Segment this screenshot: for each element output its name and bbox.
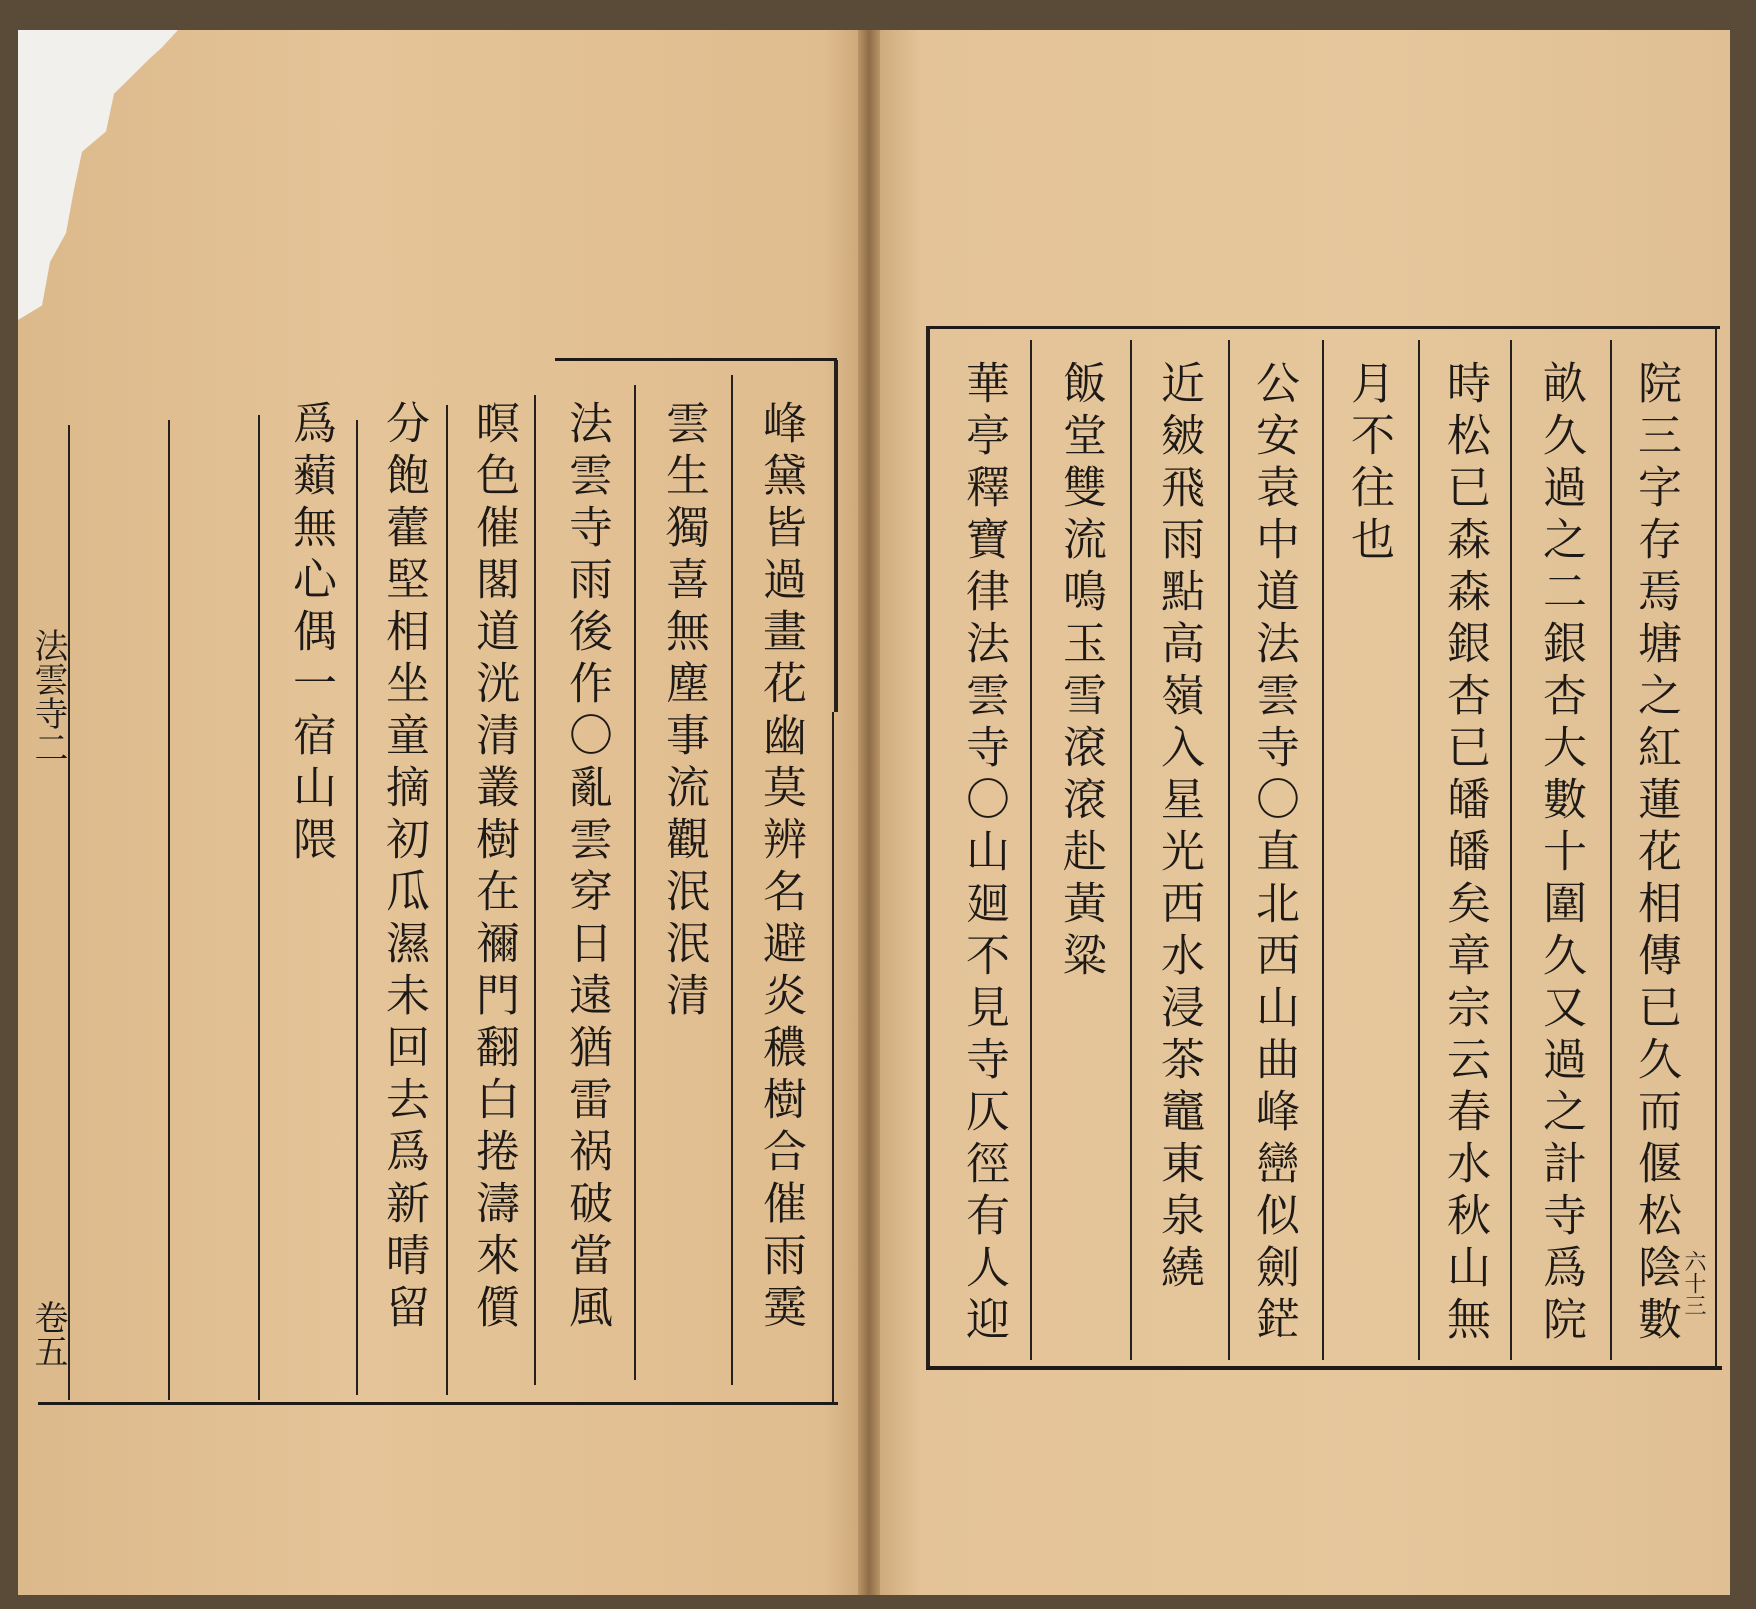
left-column-rule xyxy=(634,385,636,1380)
book-gutter xyxy=(858,30,880,1595)
right-frame-top-border xyxy=(926,326,1720,329)
text-column: 畝久過之二銀杏大數十圍久又過之計寺爲院 xyxy=(1535,360,1586,1348)
right-column-rule xyxy=(1322,340,1324,1360)
right-column-rule xyxy=(1228,340,1230,1360)
text-column: 公安袁中道法雲寺〇直北西山曲峰巒似劍鋩 xyxy=(1248,360,1299,1348)
text-column: 爲蘱無心偶一宿山隈 xyxy=(285,400,336,868)
left-frame-top-border xyxy=(555,358,837,361)
page-number: 六十三 xyxy=(1681,1250,1706,1316)
left-column-rule xyxy=(258,415,260,1400)
left-column-rule xyxy=(168,420,170,1400)
left-frame-right-border-lower xyxy=(832,712,834,1404)
right-column-rule xyxy=(1510,340,1512,1360)
text-column: 法雲寺雨後作〇亂雲穿日遠猶雷祸破當風 xyxy=(561,400,612,1336)
right-frame-bottom-border xyxy=(926,1366,1722,1370)
text-column: 月不往也 xyxy=(1343,360,1394,568)
text-column: 時松已森森銀杏已皤皤矣章宗云春水秋山無 xyxy=(1439,360,1490,1348)
text-column: 峰黛皆過畫花幽莫辨名避炎穠樹合催雨霙 xyxy=(755,400,806,1336)
left-column-rule xyxy=(534,395,536,1385)
right-frame-left-border xyxy=(926,326,930,1368)
right-column-rule xyxy=(1030,340,1032,1360)
right-column-rule xyxy=(1130,340,1132,1360)
left-frame-bottom-border xyxy=(38,1402,838,1405)
left-column-rule xyxy=(68,425,70,1400)
text-column: 院三字存焉塘之紅蓮花相傳已久而偃松陰數 xyxy=(1630,360,1681,1348)
right-column-rule xyxy=(1610,340,1612,1360)
left-column-rule xyxy=(731,375,733,1385)
text-column: 暝色催閣道洸清叢樹在禰門翻白捲濤來儨 xyxy=(468,400,519,1336)
left-page xyxy=(18,30,866,1595)
left-column-rule xyxy=(446,405,448,1395)
right-frame-right-border xyxy=(1715,326,1717,1368)
left-column-rule xyxy=(356,420,358,1395)
text-column: 華亭釋寶律法雲寺〇山廻不見寺仄徑有人迎 xyxy=(958,360,1009,1348)
text-column: 分飽藿堅相坐童摘初瓜濕未回去爲新晴留 xyxy=(378,400,429,1336)
text-column: 雲生獨喜無塵事流觀泯泯清 xyxy=(658,400,709,1024)
text-column: 近皴飛雨點高嶺入星光西水浸茶竈東泉繞 xyxy=(1153,360,1204,1296)
text-column: 飯堂雙流鳴玉雪滾滾赴黃粱 xyxy=(1055,360,1106,984)
margin-title: 法雲寺二 xyxy=(28,628,68,764)
margin-volume: 卷五 xyxy=(28,1300,68,1368)
right-column-rule xyxy=(1418,340,1420,1360)
left-frame-right-border xyxy=(834,360,838,712)
